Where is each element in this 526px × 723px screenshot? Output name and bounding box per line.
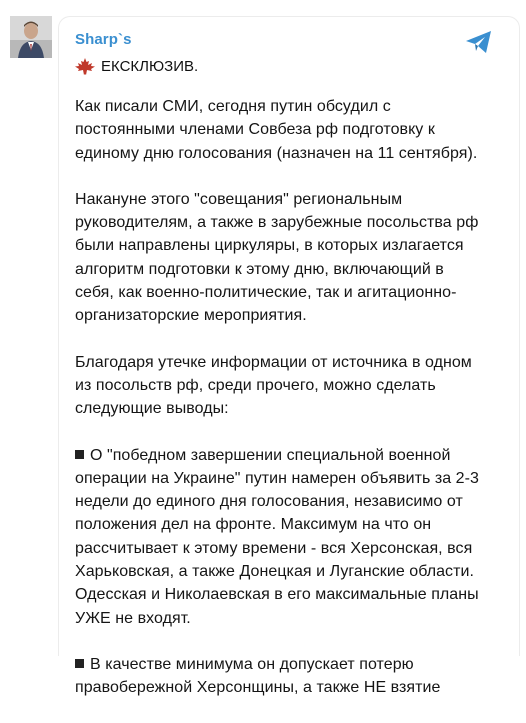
channel-avatar[interactable] — [10, 16, 52, 58]
paragraph-line — [75, 304, 507, 327]
line-text: единому дню голосования (назначен на 11 сентября). — [75, 144, 478, 162]
line-text: правобережной Херсонщины, а также НЕ взятие — [75, 679, 441, 697]
line-text: организаторские мероприятия. — [75, 307, 307, 325]
line-text: УЖЕ не входят. — [75, 609, 191, 627]
paragraph-line — [75, 397, 507, 420]
line-text: рассчитывает к этому времени - вся Херсонская, вся — [75, 539, 473, 557]
line-text: В качестве минимума он допускает потерю — [90, 655, 414, 673]
paragraph-line — [75, 95, 507, 118]
paragraph — [75, 188, 507, 328]
paragraph-line — [75, 490, 507, 513]
line-text: себя, как военно-политические, так и агитационно- — [75, 284, 457, 302]
paragraph-line — [75, 607, 507, 630]
line-text: Харьковская, а также Донецкая и Луганские области. — [75, 563, 474, 581]
line-text: руководителям, а также в зарубежные посольства рф — [75, 214, 479, 232]
line-text: из посольств рф, среди прочего, можно сделать — [75, 376, 436, 394]
black-square-icon — [75, 659, 84, 668]
paragraph-line — [75, 234, 507, 257]
paragraph-line — [75, 374, 507, 397]
line-text: алгоритм подготовки к этому дню, включающий в — [75, 260, 444, 278]
paragraph-line — [75, 467, 507, 490]
channel-name[interactable]: Sharp`s — [75, 31, 132, 48]
line-text: постоянными членами Совбеза рф подготовку к — [75, 121, 435, 139]
paragraph-line — [75, 444, 507, 467]
paragraph-line — [75, 188, 507, 211]
paragraph-line — [75, 513, 507, 536]
line-text: следующие выводы: — [75, 400, 229, 418]
line-text: Одесская и Николаевская в его максимальные планы — [75, 586, 479, 604]
line-text: О "победном завершении специальной военной — [90, 446, 451, 464]
paragraph-line — [75, 583, 507, 606]
paragraph-line — [75, 560, 507, 583]
headline-text: ЕКСКЛЮЗИВ. — [101, 58, 199, 75]
line-text: операции на Украине" путин намерен объявить за 2-3 — [75, 469, 479, 487]
paragraph-line — [75, 211, 507, 234]
telegram-icon[interactable] — [465, 29, 493, 55]
paragraph-line — [75, 118, 507, 141]
paragraph-line — [75, 351, 507, 374]
post-card — [58, 16, 520, 697]
line-text: положения дел на фронте. Максимум на что он — [75, 516, 432, 534]
line-text: недели до единого дня голосования, независимо от — [75, 493, 463, 511]
black-square-icon — [75, 450, 84, 459]
paragraph — [75, 351, 507, 421]
post-headline — [75, 57, 198, 77]
line-text: Накануне этого "совещания" региональным — [75, 190, 403, 208]
paragraph-line — [75, 653, 507, 676]
post-body — [75, 95, 507, 723]
line-text: были направлены циркуляры, в которых излагается — [75, 237, 464, 255]
paragraph-line — [75, 142, 507, 165]
paragraph — [75, 95, 507, 165]
paragraph-line — [75, 676, 507, 699]
paragraph-line — [75, 537, 507, 560]
line-text: Как писали СМИ, сегодня путин обсудил с — [75, 98, 391, 115]
bullet-paragraph — [75, 653, 507, 700]
maple-leaf-icon — [75, 58, 95, 76]
bullet-paragraph — [75, 444, 507, 630]
paragraph-line — [75, 258, 507, 281]
line-text: Благодаря утечке информации от источника в одном — [75, 353, 472, 371]
paragraph-line — [75, 281, 507, 304]
